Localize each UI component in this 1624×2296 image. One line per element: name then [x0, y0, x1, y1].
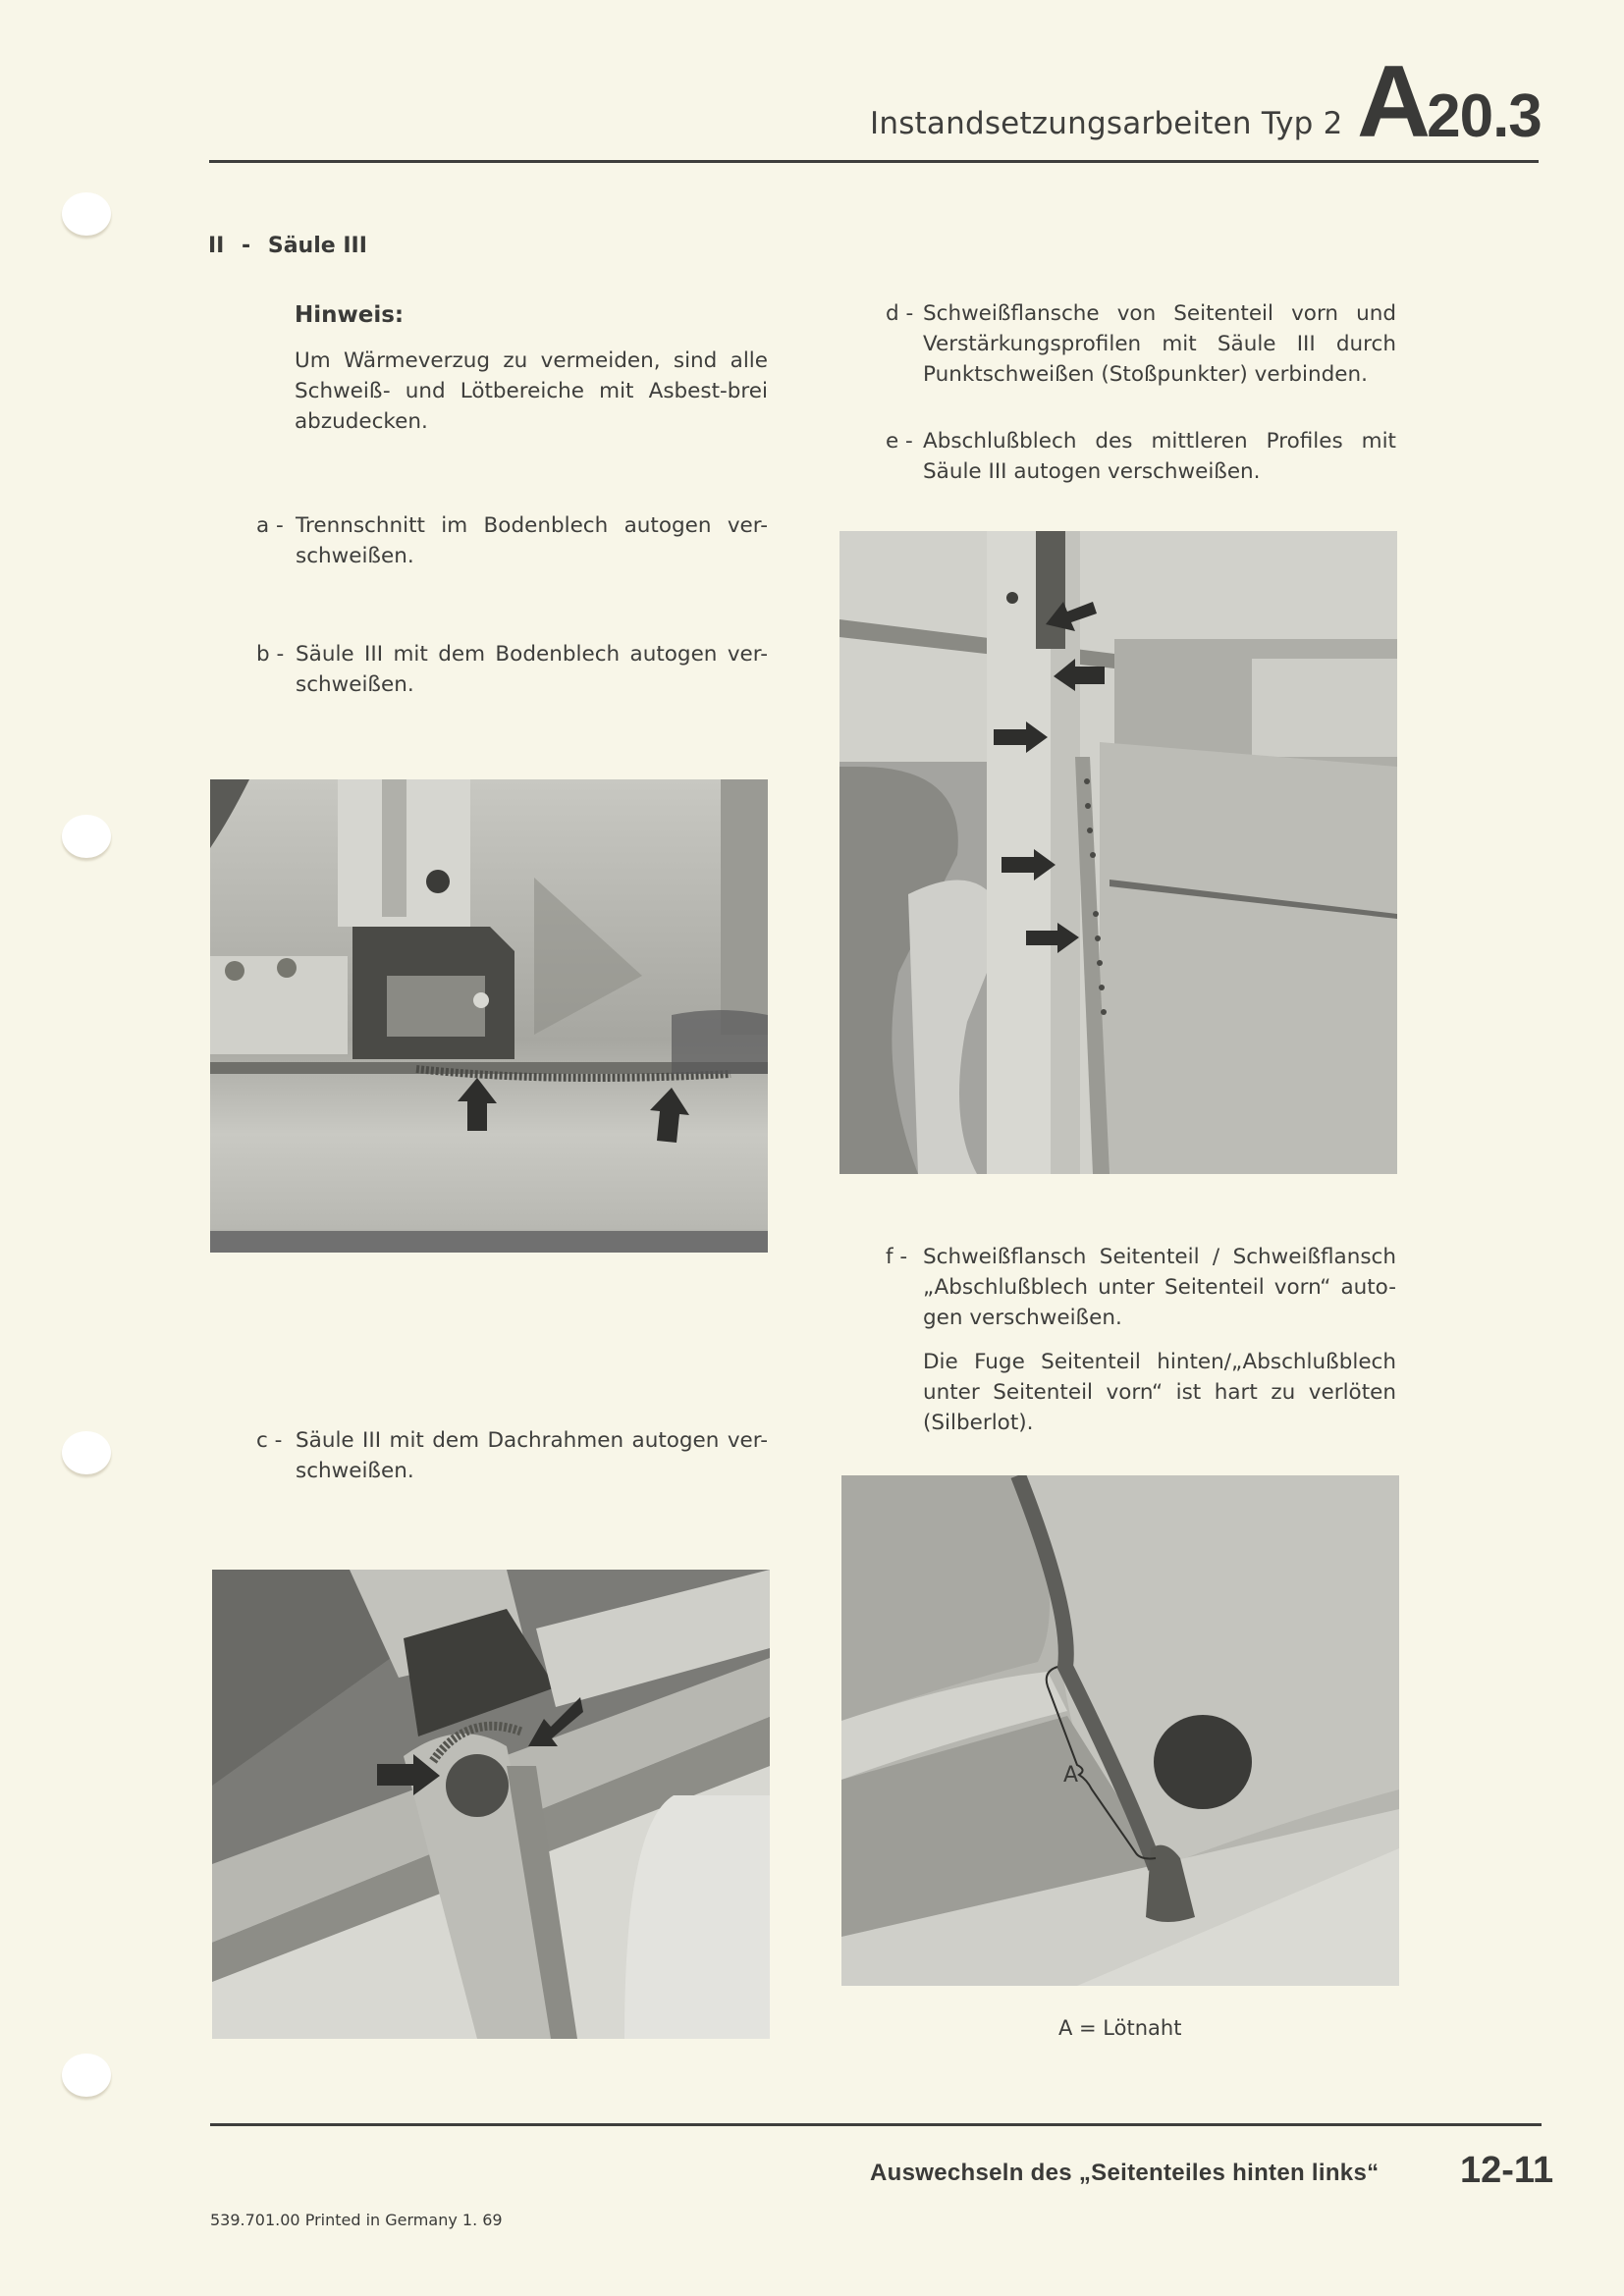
- page-number: 12-11: [1460, 2150, 1554, 2191]
- print-info: 539.701.00 Printed in Germany 1. 69: [210, 2211, 503, 2229]
- step-f-note: Die Fuge Seitenteil hinten/„Abschlußblech unter Seitenteil vorn“ ist hart zu verlöten (Silberlot).: [923, 1350, 1396, 1435]
- section-code-letter: A: [1357, 45, 1428, 159]
- punch-hole: [62, 1431, 111, 1474]
- step-f: [886, 1242, 1396, 1333]
- step-text: Abschlußblech des mittleren Profiles mit Säule III autogen verschweißen.: [923, 429, 1396, 484]
- step-d: [886, 298, 1396, 390]
- step-text: Schweißflansche von Seitenteil vorn und Verstärkungsprofilen mit Säule III durch Punktschweißen (Stoßpunkter) verbinden.: [923, 301, 1396, 387]
- step-label: c -: [256, 1428, 283, 1453]
- step-a: [256, 510, 768, 571]
- note-text: Um Wärmeverzug zu vermeiden, sind alle Schweiß- und Lötbereiche mit Asbest-brei abzudecken.: [295, 348, 768, 434]
- step-label: e -: [886, 429, 913, 454]
- step-text: Säule III mit dem Bodenblech autogen ver-schweißen.: [296, 642, 768, 697]
- step-label: d -: [886, 301, 914, 326]
- step-text: Trennschnitt im Bodenblech autogen ver-schweißen.: [296, 513, 768, 568]
- section-code-number: 20.3: [1427, 82, 1542, 150]
- roof-weld-image: [212, 1570, 770, 2039]
- step-label: b -: [256, 642, 285, 667]
- figure-floor-weld: [210, 779, 768, 1253]
- floor-weld-image: [210, 779, 768, 1253]
- spot-weld-image: [839, 531, 1397, 1174]
- step-label: a -: [256, 513, 284, 538]
- figure-spot-weld: [839, 531, 1397, 1174]
- solder-seam-image: [841, 1475, 1399, 1986]
- section-title: Säule III: [267, 234, 367, 258]
- figure-roof-weld: [212, 1570, 770, 2039]
- legend-caption: A = Lötnaht: [1058, 2016, 1182, 2040]
- footer-rule: [210, 2123, 1542, 2126]
- note-block: [295, 302, 768, 437]
- figure-solder-seam: [841, 1475, 1399, 1986]
- punch-hole: [62, 815, 111, 858]
- header-rule: [209, 160, 1539, 163]
- punch-hole: [62, 192, 111, 236]
- step-c: [256, 1425, 768, 1486]
- section-number: II: [208, 234, 225, 258]
- step-text: Säule III mit dem Dachrahmen autogen ver-schweißen.: [296, 1428, 768, 1483]
- section-code: [1357, 45, 1542, 159]
- step-text: Schweißflansch Seitenteil / Schweißflansch „Abschlußblech unter Seitenteil vorn“ auto-gen verschweißen.: [923, 1245, 1396, 1330]
- step-b: [256, 639, 768, 700]
- punch-hole: [62, 2054, 111, 2097]
- marker-a-label: A: [1063, 1763, 1079, 1788]
- footer-title: Auswechseln des „Seitenteiles hinten links“: [870, 2160, 1380, 2186]
- step-label: f -: [886, 1245, 908, 1269]
- section-heading: [208, 234, 367, 258]
- note-heading: Hinweis:: [295, 302, 405, 328]
- section-separator: -: [242, 234, 251, 258]
- header-title: Instandsetzungsarbeiten Typ 2: [870, 106, 1343, 141]
- step-e: [886, 426, 1396, 487]
